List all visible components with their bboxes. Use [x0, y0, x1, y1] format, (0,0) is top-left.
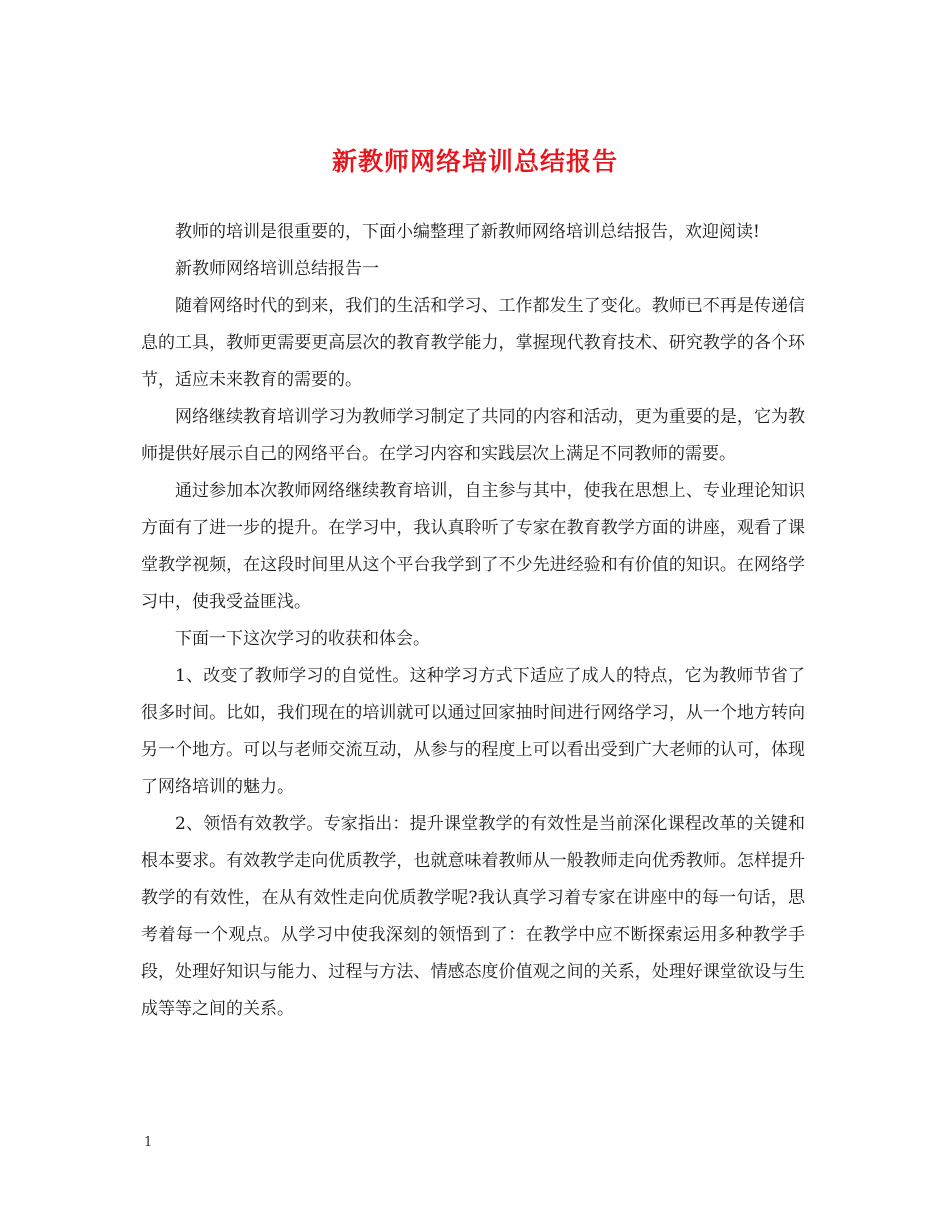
paragraph-1: 随着网络时代的到来，我们的生活和学习、工作都发生了变化。教师已不再是传递信息的工具，教师更需要更高层次的教育教学能力，掌握现代教育技术、研究教学的各个环节，适应未来教育的需要的。 [141, 296, 805, 390]
paragraph-6: 2、领悟有效教学。专家指出：提升课堂教学的有效性是当前深化课程改革的关键和根本要求。有效教学走向优质教学，也就意味着教师从一般教师走向优秀教师。怎样提升教学的有效性，在从有效性走向优质教学呢?我认真学习着专家在讲座中的每一句话，思考着每一个观点。从学习中使我深刻的领悟到了：在教学中应不断探索运用多种教学手段，处理好知识与能力、过程与方法、情感态度价值观之间的关系，处理好课堂欲设与生成等等之间的关系。 [141, 814, 805, 1019]
paragraph-3: 通过参加本次教师网络继续教育培训，自主参与其中，使我在思想上、专业理论知识方面有了进一步的提升。在学习中，我认真聆听了专家在教育教学方面的讲座，观看了课堂教学视频，在这段时间里从这个平台我学到了不少先进经验和有价值的知识。在网络学习中，使我受益匪浅。 [141, 481, 805, 612]
document-body [141, 214, 805, 1028]
page-number: 1 [144, 1135, 153, 1150]
paragraph-2: 网络继续教育培训学习为教师学习制定了共同的内容和活动，更为重要的是，它为教师提供好展示自己的网络平台。在学习内容和实践层次上满足不同教师的需要。 [141, 407, 805, 464]
paragraph-intro: 教师的培训是很重要的，下面小编整理了新教师网络培训总结报告，欢迎阅读! [175, 222, 760, 242]
paragraph-section-heading: 新教师网络培训总结报告一 [175, 259, 379, 279]
paragraph-5: 1、改变了教师学习的自觉性。这种学习方式下适应了成人的特点，它为教师节省了很多时间。比如，我们现在的培训就可以通过回家抽时间进行网络学习，从一个地方转向另一个地方。可以与老师交流互动，从参与的程度上可以看出受到广大老师的认可，体现了网络培训的魅力。 [141, 666, 805, 797]
paragraph-4: 下面一下这次学习的收获和体会。 [175, 629, 430, 649]
document-title: 新教师网络培训总结报告 [331, 147, 618, 176]
